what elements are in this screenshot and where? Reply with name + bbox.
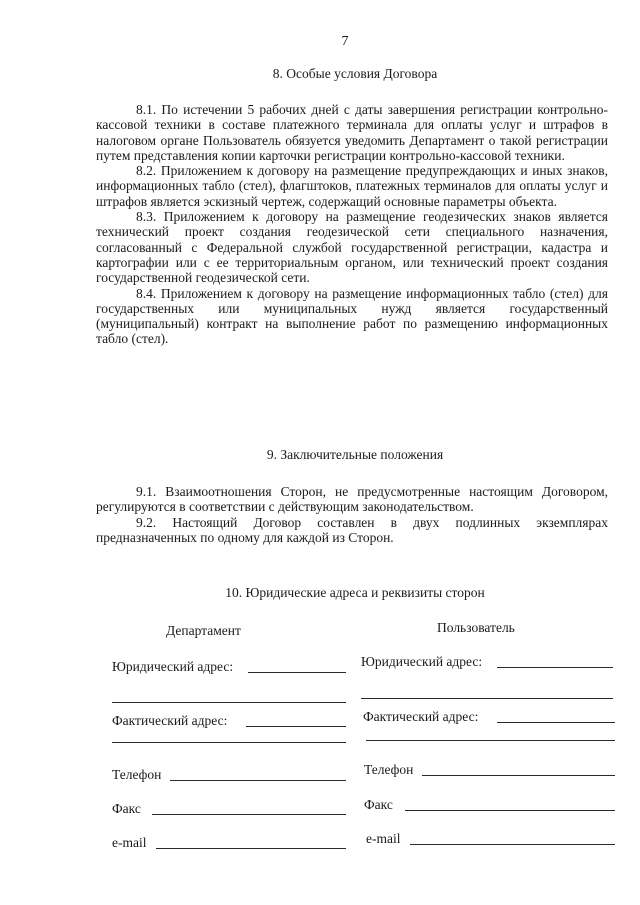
left-legal-address-line[interactable] bbox=[248, 672, 346, 673]
page-number: 7 bbox=[341, 34, 349, 49]
section-9-body bbox=[96, 484, 608, 545]
right-fax-line[interactable] bbox=[405, 810, 615, 811]
left-email-label: e-mail bbox=[112, 835, 147, 850]
left-fax-line[interactable] bbox=[152, 814, 346, 815]
section-10-title: 10. Юридические адреса и реквизиты сторон bbox=[225, 585, 485, 600]
left-fax-label: Факс bbox=[112, 801, 141, 816]
right-phone-line[interactable] bbox=[422, 775, 615, 776]
paragraph-9-1: 9.1. Взаимоотношения Сторон, не предусмотренные настоящим Договором, регулируются в соответствии с действующим законодательством. bbox=[96, 484, 608, 515]
paragraph-8-2: 8.2. Приложением к договору на размещение предупреждающих и иных знаков, информационных табло (стел), флагштоков, платежных терминалов для оплаты услуг и штрафов является эскизный чертеж, содержащий основные параметры объекта. bbox=[96, 163, 608, 209]
paragraph-9-2: 9.2. Настоящий Договор составлен в двух подлинных экземплярах предназначенных по одному для каждой из Сторон. bbox=[96, 514, 608, 545]
left-email-line[interactable] bbox=[156, 848, 346, 849]
left-legal-address-label: Юридический адрес: bbox=[112, 659, 234, 674]
right-fax-label: Факс bbox=[364, 797, 393, 812]
left-legal-address-line-2[interactable] bbox=[112, 702, 346, 703]
left-actual-address-label: Фактический адрес: bbox=[112, 713, 228, 728]
paragraph-8-3: 8.3. Приложением к договору на размещение геодезических знаков является технический проект создания геодезической сети специального назначения, согласованный с Федеральной службой государственной регистрации, кадастра и картографии или с ее территориальным органом, или технический проект создания государственной геодезической сети. bbox=[96, 209, 608, 286]
right-actual-address-label: Фактический адрес: bbox=[363, 709, 479, 724]
right-legal-address-line[interactable] bbox=[497, 667, 613, 668]
section-9-title: 9. Заключительные положения bbox=[266, 447, 444, 462]
right-column-heading: Пользователь bbox=[437, 620, 515, 635]
left-column-heading: Департамент bbox=[166, 623, 241, 638]
paragraph-8-1: 8.1. По истечении 5 рабочих дней с даты завершения регистрации контрольно-кассовой техники в составе платежного терминала для оплаты услуг и штрафов в налоговом органе Пользователь обязуется уведомить Департамент о такой регистрации путем представления копии карточки регистрации контрольно-кассовой техники. bbox=[96, 102, 608, 163]
right-actual-address-line-2[interactable] bbox=[366, 740, 615, 741]
right-phone-label: Телефон bbox=[364, 762, 414, 777]
right-email-label: e-mail bbox=[366, 831, 401, 846]
left-phone-line[interactable] bbox=[170, 780, 346, 781]
section-8-title: 8. Особые условия Договора bbox=[272, 66, 438, 81]
right-legal-address-line-2[interactable] bbox=[361, 698, 613, 699]
right-actual-address-line[interactable] bbox=[497, 722, 615, 723]
left-actual-address-line[interactable] bbox=[246, 726, 346, 727]
left-actual-address-line-2[interactable] bbox=[112, 742, 346, 743]
section-8-body bbox=[96, 102, 608, 347]
paragraph-8-4: 8.4. Приложением к договору на размещение информационных табло (стел) для государственных или муниципальных нужд является государственный (муниципальный) контракт на выполнение работ по размещению информационных табло (стел). bbox=[96, 285, 608, 347]
left-phone-label: Телефон bbox=[112, 767, 162, 782]
right-legal-address-label: Юридический адрес: bbox=[361, 654, 483, 669]
right-email-line[interactable] bbox=[410, 844, 615, 845]
